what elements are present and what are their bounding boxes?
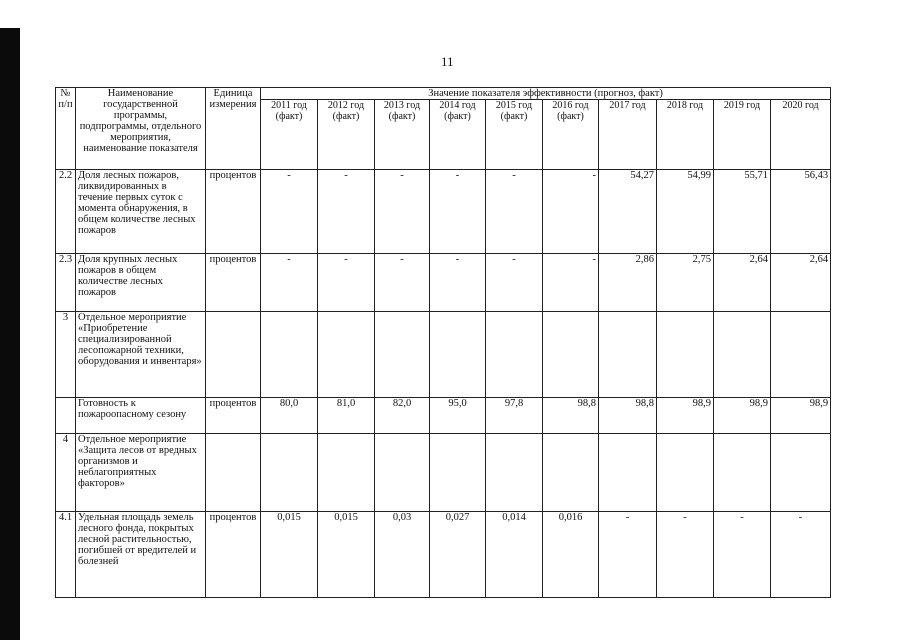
- value-cell: 2,75: [657, 254, 714, 312]
- value-cell: [430, 434, 486, 512]
- row-number: [56, 398, 76, 434]
- header-unit: Единица измерения: [206, 88, 261, 170]
- value-cell: [599, 312, 657, 398]
- value-cell: 54,99: [657, 170, 714, 254]
- value-cell: [375, 434, 430, 512]
- indicator-name: Доля лесных пожаров, ликвидированных в течение первых суток с момента обнаружения, в общем количестве лесных пожаров: [76, 170, 206, 254]
- value-cell: 55,71: [714, 170, 771, 254]
- value-cell: -: [486, 254, 543, 312]
- value-cell: 0,014: [486, 512, 543, 598]
- value-cell: 98,9: [771, 398, 831, 434]
- value-cell: -: [657, 512, 714, 598]
- page-number: 11: [441, 54, 454, 69]
- header-year: 2020 год: [771, 100, 831, 170]
- value-cell: -: [714, 512, 771, 598]
- value-cell: [714, 434, 771, 512]
- value-cell: 80,0: [261, 398, 318, 434]
- value-cell: [261, 312, 318, 398]
- value-cell: [714, 312, 771, 398]
- indicator-name: Отдельное мероприятие «Приобретение специализированной лесопожарной техники, оборудования и инвентаря»: [76, 312, 206, 398]
- value-cell: [375, 312, 430, 398]
- value-cell: -: [430, 254, 486, 312]
- value-cell: 2,86: [599, 254, 657, 312]
- value-cell: 0,027: [430, 512, 486, 598]
- value-cell: [543, 312, 599, 398]
- value-cell: 98,9: [714, 398, 771, 434]
- value-cell: -: [430, 170, 486, 254]
- value-cell: [657, 312, 714, 398]
- value-cell: [318, 434, 375, 512]
- value-cell: -: [543, 254, 599, 312]
- value-cell: 0,015: [261, 512, 318, 598]
- value-cell: [771, 434, 831, 512]
- row-number: 2.2: [56, 170, 76, 254]
- value-cell: 2,64: [771, 254, 831, 312]
- unit-cell: процентов: [206, 254, 261, 312]
- header-name: Наименование государственной программы, подпрограммы, отдельного мероприятия, наименование показателя: [76, 88, 206, 170]
- value-cell: -: [261, 254, 318, 312]
- row-number: 3: [56, 312, 76, 398]
- value-cell: 0,016: [543, 512, 599, 598]
- value-cell: -: [318, 254, 375, 312]
- indicator-name: Доля крупных лесных пожаров в общем количестве лесных пожаров: [76, 254, 206, 312]
- value-cell: 98,8: [543, 398, 599, 434]
- unit-cell: процентов: [206, 170, 261, 254]
- header-year: 2017 год: [599, 100, 657, 170]
- value-cell: -: [375, 254, 430, 312]
- value-cell: [599, 434, 657, 512]
- value-cell: 95,0: [430, 398, 486, 434]
- row-number: 4: [56, 434, 76, 512]
- value-cell: 56,43: [771, 170, 831, 254]
- header-row-1: [56, 88, 831, 100]
- unit-cell: [206, 312, 261, 398]
- header-year: 2013 год (факт): [375, 100, 430, 170]
- value-cell: 2,64: [714, 254, 771, 312]
- row-number: 4.1: [56, 512, 76, 598]
- header-year: 2011 год (факт): [261, 100, 318, 170]
- header-year: 2012 год (факт): [318, 100, 375, 170]
- value-cell: -: [261, 170, 318, 254]
- value-cell: -: [543, 170, 599, 254]
- header-year: 2019 год: [714, 100, 771, 170]
- header-year: 2015 год (факт): [486, 100, 543, 170]
- table-row: [56, 254, 831, 312]
- table-row: [56, 398, 831, 434]
- table-row: [56, 312, 831, 398]
- value-cell: 97,8: [486, 398, 543, 434]
- row-number: 2.3: [56, 254, 76, 312]
- table-row: [56, 170, 831, 254]
- indicator-name: Готовность к пожароопасному сезону: [76, 398, 206, 434]
- value-cell: [543, 434, 599, 512]
- value-cell: -: [771, 512, 831, 598]
- table-row: [56, 434, 831, 512]
- value-cell: [318, 312, 375, 398]
- indicator-name: Удельная площадь земель лесного фонда, покрытых лесной растительностью, погибшей от вредителей и болезней: [76, 512, 206, 598]
- value-cell: [261, 434, 318, 512]
- header-no: № п/п: [56, 88, 76, 170]
- value-cell: -: [599, 512, 657, 598]
- value-cell: 82,0: [375, 398, 430, 434]
- value-cell: 54,27: [599, 170, 657, 254]
- value-cell: 81,0: [318, 398, 375, 434]
- unit-cell: процентов: [206, 398, 261, 434]
- value-cell: -: [375, 170, 430, 254]
- value-cell: -: [486, 170, 543, 254]
- value-cell: 98,9: [657, 398, 714, 434]
- header-year: 2018 год: [657, 100, 714, 170]
- value-cell: [657, 434, 714, 512]
- header-group: Значение показателя эффективности (прогноз, факт): [261, 88, 831, 100]
- indicator-name: Отдельное мероприятие «Защита лесов от вредных организмов и неблагоприятных факторов»: [76, 434, 206, 512]
- value-cell: 0,015: [318, 512, 375, 598]
- value-cell: [771, 312, 831, 398]
- efficiency-table: [55, 87, 831, 598]
- unit-cell: [206, 434, 261, 512]
- value-cell: 98,8: [599, 398, 657, 434]
- header-year: 2016 год (факт): [543, 100, 599, 170]
- value-cell: 0,03: [375, 512, 430, 598]
- value-cell: [430, 312, 486, 398]
- value-cell: [486, 312, 543, 398]
- table-row: [56, 512, 831, 598]
- unit-cell: процентов: [206, 512, 261, 598]
- value-cell: [486, 434, 543, 512]
- scan-edge: [0, 28, 20, 640]
- value-cell: -: [318, 170, 375, 254]
- header-year: 2014 год (факт): [430, 100, 486, 170]
